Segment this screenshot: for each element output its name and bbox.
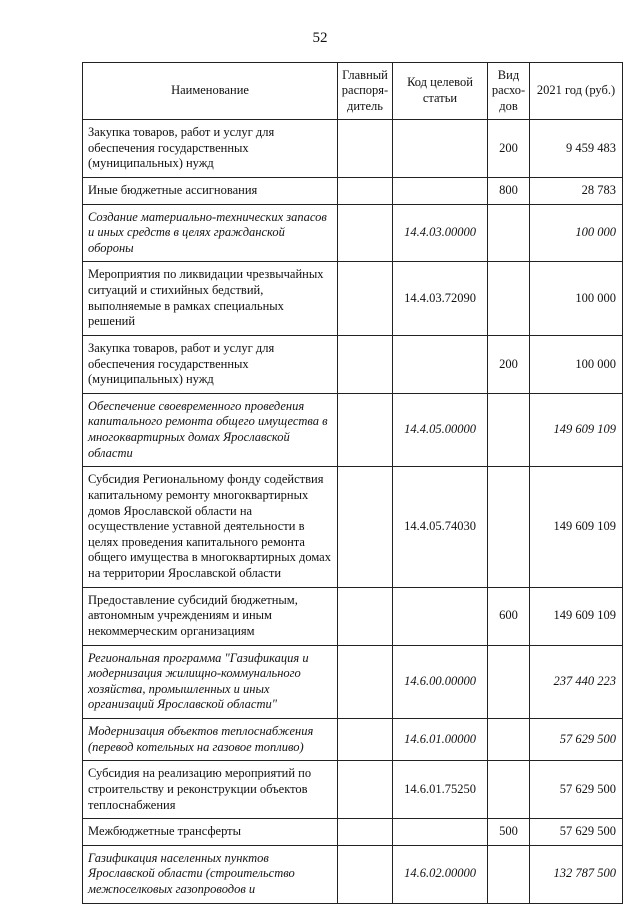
cell-name: Мероприятия по ликвидации чрезвычайных ситуаций и стихийных бедствий, выполняемые в рамках специальных решений bbox=[83, 262, 338, 336]
cell-expense-type bbox=[488, 393, 530, 467]
cell-expense-type bbox=[488, 645, 530, 719]
cell-expense-type bbox=[488, 204, 530, 262]
cell-amount: 9 459 483 bbox=[530, 120, 623, 178]
table-row bbox=[83, 719, 623, 761]
cell-expense-type: 200 bbox=[488, 120, 530, 178]
table-row bbox=[83, 335, 623, 393]
cell-amount: 149 609 109 bbox=[530, 587, 623, 645]
header-chief-administrator: Главный распоря-дитель bbox=[338, 63, 393, 120]
cell-name: Иные бюджетные ассигнования bbox=[83, 177, 338, 204]
cell-name: Закупка товаров, работ и услуг для обеспечения государственных (муниципальных) нужд bbox=[83, 120, 338, 178]
cell-target-code: 14.4.03.00000 bbox=[393, 204, 488, 262]
header-amount-2021: 2021 год (руб.) bbox=[530, 63, 623, 120]
cell-name: Создание материально-технических запасов и иных средств в целях гражданской обороны bbox=[83, 204, 338, 262]
cell-amount: 149 609 109 bbox=[530, 393, 623, 467]
cell-amount: 57 629 500 bbox=[530, 761, 623, 819]
cell-target-code: 14.6.02.00000 bbox=[393, 845, 488, 903]
cell-name: Субсидия Региональному фонду содействия капитальному ремонту многоквартирных домов Ярославской области на осуществление уставной деятельности в целях проведения капитального ремонта общего имущества в многоквартирных домах на территории Ярославской области bbox=[83, 467, 338, 587]
cell-expense-type bbox=[488, 262, 530, 336]
cell-chief-administrator bbox=[338, 262, 393, 336]
cell-expense-type: 500 bbox=[488, 819, 530, 846]
cell-amount: 57 629 500 bbox=[530, 819, 623, 846]
cell-target-code: 14.6.01.00000 bbox=[393, 719, 488, 761]
table-row bbox=[83, 761, 623, 819]
table-row bbox=[83, 819, 623, 846]
cell-expense-type: 200 bbox=[488, 335, 530, 393]
cell-chief-administrator bbox=[338, 335, 393, 393]
cell-chief-administrator bbox=[338, 845, 393, 903]
cell-target-code: 14.4.05.00000 bbox=[393, 393, 488, 467]
cell-chief-administrator bbox=[338, 819, 393, 846]
table-row bbox=[83, 177, 623, 204]
cell-amount: 237 440 223 bbox=[530, 645, 623, 719]
cell-name: Субсидия на реализацию мероприятий по строительству и реконструкции объектов теплоснабжения bbox=[83, 761, 338, 819]
table-row bbox=[83, 645, 623, 719]
cell-chief-administrator bbox=[338, 204, 393, 262]
cell-target-code bbox=[393, 120, 488, 178]
table-header-row bbox=[83, 63, 623, 120]
cell-chief-administrator bbox=[338, 177, 393, 204]
cell-target-code bbox=[393, 587, 488, 645]
cell-target-code: 14.4.05.74030 bbox=[393, 467, 488, 587]
cell-expense-type bbox=[488, 719, 530, 761]
cell-name: Газификация населенных пунктов Ярославской области (строительство межпоселковых газопроводов и bbox=[83, 845, 338, 903]
cell-chief-administrator bbox=[338, 587, 393, 645]
cell-target-code bbox=[393, 819, 488, 846]
cell-name: Региональная программа "Газификация и модернизация жилищно-коммунального хозяйства, промышленных и иных организаций Ярославской области" bbox=[83, 645, 338, 719]
budget-table bbox=[82, 62, 623, 904]
cell-target-code bbox=[393, 335, 488, 393]
table-row bbox=[83, 845, 623, 903]
cell-chief-administrator bbox=[338, 645, 393, 719]
header-expense-type: Вид расхо-дов bbox=[488, 63, 530, 120]
table-row bbox=[83, 120, 623, 178]
cell-chief-administrator bbox=[338, 393, 393, 467]
cell-amount: 28 783 bbox=[530, 177, 623, 204]
cell-chief-administrator bbox=[338, 761, 393, 819]
cell-name: Обеспечение своевременного проведения капитального ремонта общего имущества в многоквартирных домах Ярославской области bbox=[83, 393, 338, 467]
cell-target-code: 14.6.00.00000 bbox=[393, 645, 488, 719]
cell-name: Закупка товаров, работ и услуг для обеспечения государственных (муниципальных) нужд bbox=[83, 335, 338, 393]
cell-chief-administrator bbox=[338, 120, 393, 178]
cell-target-code: 14.6.01.75250 bbox=[393, 761, 488, 819]
cell-expense-type: 800 bbox=[488, 177, 530, 204]
header-target-code: Код целевой статьи bbox=[393, 63, 488, 120]
cell-chief-administrator bbox=[338, 467, 393, 587]
table-row bbox=[83, 587, 623, 645]
table-row bbox=[83, 393, 623, 467]
table-row bbox=[83, 262, 623, 336]
cell-target-code: 14.4.03.72090 bbox=[393, 262, 488, 336]
table-row bbox=[83, 204, 623, 262]
cell-amount: 100 000 bbox=[530, 262, 623, 336]
cell-expense-type bbox=[488, 761, 530, 819]
cell-amount: 149 609 109 bbox=[530, 467, 623, 587]
cell-amount: 57 629 500 bbox=[530, 719, 623, 761]
cell-chief-administrator bbox=[338, 719, 393, 761]
cell-expense-type bbox=[488, 845, 530, 903]
cell-amount: 100 000 bbox=[530, 335, 623, 393]
cell-expense-type bbox=[488, 467, 530, 587]
cell-amount: 132 787 500 bbox=[530, 845, 623, 903]
cell-target-code bbox=[393, 177, 488, 204]
cell-expense-type: 600 bbox=[488, 587, 530, 645]
header-name: Наименование bbox=[83, 63, 338, 120]
page-number: 52 bbox=[312, 30, 328, 46]
table-row bbox=[83, 467, 623, 587]
cell-name: Предоставление субсидий бюджетным, автономным учреждениям и иным некоммерческим организациям bbox=[83, 587, 338, 645]
cell-name: Межбюджетные трансферты bbox=[83, 819, 338, 846]
cell-amount: 100 000 bbox=[530, 204, 623, 262]
cell-name: Модернизация объектов теплоснабжения (перевод котельных на газовое топливо) bbox=[83, 719, 338, 761]
